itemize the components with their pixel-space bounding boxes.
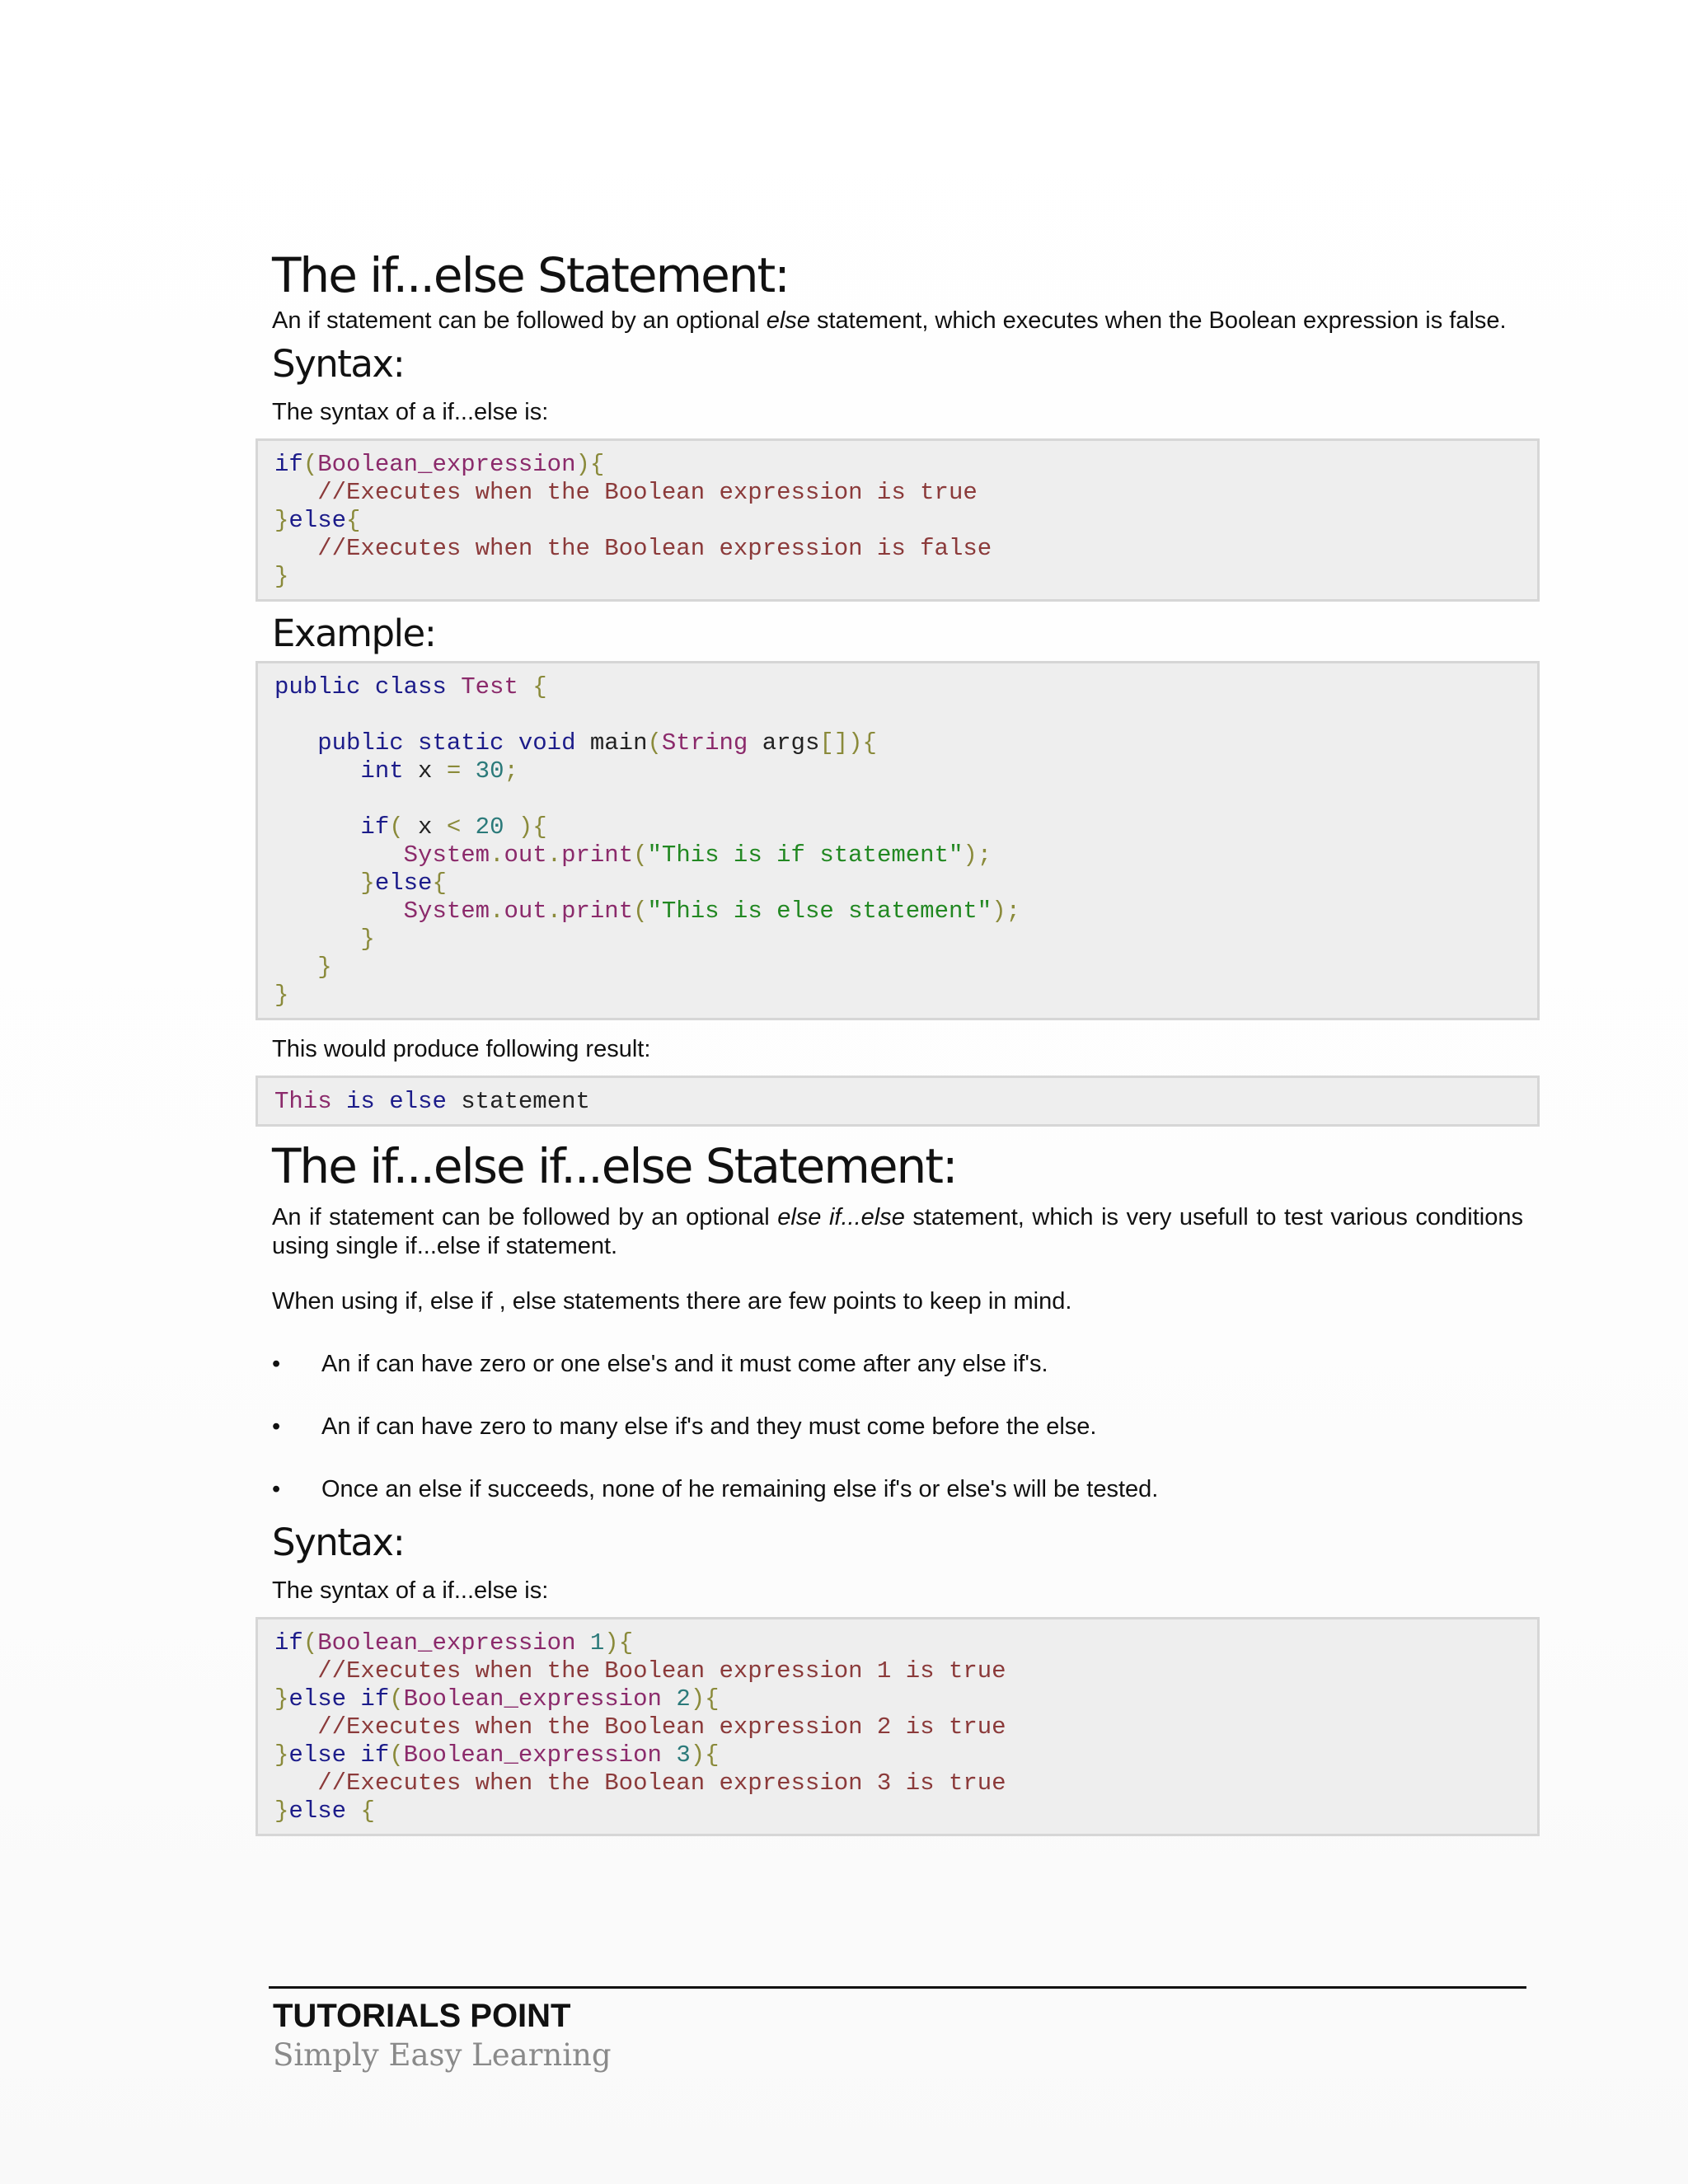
section-title-if-else: The if...else Statement: [272, 247, 789, 303]
code-token: } [360, 869, 375, 897]
code-token: x [403, 757, 447, 785]
list-item [272, 1475, 1523, 1504]
code-token: //Executes when the Boolean expression 2 is true [317, 1713, 1006, 1741]
code-token: else if [288, 1685, 390, 1713]
code-token: ( [633, 897, 648, 925]
intro-text: statement, which executes when the Boolean expression is false. [809, 307, 1507, 334]
code-token: { [360, 1797, 375, 1825]
code-line [274, 563, 1521, 591]
code-token: "This is if statement" [647, 841, 964, 869]
code-token: print [561, 841, 634, 869]
code-token: "This is else statement" [647, 897, 992, 925]
code-token [662, 1685, 676, 1713]
intro-emphasis: else [766, 307, 810, 334]
syntax-intro: The syntax of a if...else is: [272, 1577, 549, 1605]
code-token: else [374, 869, 433, 897]
code-token: ( [633, 841, 648, 869]
list-item-text: An if can have zero or one else's and it must come after any else if's. [321, 1351, 1048, 1378]
code-line [274, 479, 1521, 507]
list-item-text: An if can have zero to many else if's and they must come before the else. [321, 1413, 1097, 1441]
code-line [274, 1657, 1521, 1685]
code-line [274, 898, 1521, 926]
list-item [272, 1413, 1523, 1441]
code-token: Boolean_expression [403, 1685, 662, 1713]
code-line [274, 785, 1521, 813]
code-token: } [317, 953, 332, 981]
code-token: args [748, 729, 820, 757]
code-token: 30 [475, 757, 504, 785]
code-token [274, 926, 360, 953]
code-token: } [274, 1741, 289, 1769]
code-token [274, 813, 360, 841]
code-token: System [403, 897, 490, 925]
code-token [518, 673, 532, 701]
code-token: ( [389, 1741, 404, 1769]
code-token: if [274, 450, 303, 478]
result-output-block [256, 1076, 1540, 1127]
code-token: ( [647, 729, 662, 757]
code-line [274, 1088, 1521, 1116]
code-line [274, 729, 1521, 757]
code-token [274, 479, 317, 506]
code-token [274, 1657, 317, 1685]
syntax-heading: Syntax: [272, 341, 405, 386]
code-token: { [532, 813, 547, 841]
code-token: out [504, 897, 547, 925]
code-token: int [360, 757, 404, 785]
code-line [274, 451, 1521, 479]
code-token: ){ [604, 1629, 634, 1657]
section-intro-if-else-if [272, 1203, 1523, 1261]
code-token: ){ [690, 1685, 720, 1713]
code-token [504, 813, 518, 841]
code-token: } [360, 925, 375, 953]
code-token: x [403, 813, 447, 841]
code-line [274, 1685, 1521, 1713]
code-token: ; [504, 757, 518, 785]
bullet-icon: • [272, 1413, 281, 1441]
code-token: ( [389, 813, 404, 841]
syntax-code-block [256, 438, 1540, 602]
code-token: []){ [819, 729, 877, 757]
code-token: 2 [676, 1685, 691, 1713]
code-token: ) [518, 813, 533, 841]
code-token: //Executes when the Boolean expression 1 is true [317, 1657, 1006, 1685]
code-token: { [346, 506, 361, 534]
code-token [274, 841, 404, 869]
code-token [575, 1629, 589, 1657]
code-token [274, 1769, 317, 1797]
code-token [346, 1797, 360, 1825]
code-token: else [389, 1087, 447, 1115]
code-token [274, 1713, 317, 1741]
code-token: main [589, 729, 648, 757]
code-line [274, 869, 1521, 898]
code-token: . [490, 841, 504, 869]
code-token: = [446, 757, 462, 785]
code-token: statement [446, 1087, 590, 1115]
code-token: print [561, 897, 634, 925]
code-line [274, 813, 1521, 841]
code-token: if [360, 813, 390, 841]
code-token: } [274, 506, 289, 534]
code-token: public class [274, 673, 462, 701]
code-line [274, 535, 1521, 563]
code-line [274, 673, 1521, 701]
intro-text: statement, which is very usefull to test various conditions using single if...else if statement. [272, 1204, 1523, 1260]
code-token: ){ [575, 450, 605, 478]
code-token: if [274, 1629, 303, 1657]
code-token: String [661, 729, 748, 757]
code-line [274, 1797, 1521, 1825]
code-token: } [274, 1685, 289, 1713]
code-token: } [274, 1797, 289, 1825]
points-list [272, 1350, 1523, 1504]
intro-emphasis: else if...else [777, 1204, 905, 1231]
section-title-if-else-if: The if...else if...else Statement: [272, 1137, 957, 1194]
code-line [274, 1769, 1521, 1797]
section-intro-if-else [272, 307, 1523, 335]
code-token: Boolean_expression [317, 1629, 576, 1657]
syntax-intro: The syntax of a if...else is: [272, 398, 549, 425]
code-line [274, 701, 1521, 729]
code-token: Boolean_expression [403, 1741, 662, 1769]
code-token: { [432, 869, 447, 897]
code-token: 20 [475, 813, 504, 841]
code-token: { [532, 673, 547, 701]
code-token: 3 [676, 1741, 691, 1769]
syntax-heading: Syntax: [272, 1521, 405, 1565]
code-token [461, 813, 475, 841]
code-token: //Executes when the Boolean expression is false [317, 534, 992, 562]
code-token [375, 1088, 389, 1115]
code-token: System [403, 841, 490, 869]
code-token: //Executes when the Boolean expression 3 is true [317, 1769, 1006, 1797]
footer-divider [269, 1986, 1526, 1989]
code-line [274, 926, 1521, 954]
code-token: else if [288, 1741, 390, 1769]
code-token [461, 757, 475, 785]
code-token [662, 1741, 676, 1769]
footer-brand: TUTORIALS POINT [273, 1998, 571, 2034]
code-token: . [546, 897, 562, 925]
code-line [274, 841, 1521, 869]
code-token: is [346, 1087, 375, 1115]
code-token [274, 954, 317, 981]
code-token [274, 898, 404, 925]
code-token: . [490, 897, 504, 925]
code-token: Test [461, 673, 518, 701]
bullet-icon: • [272, 1476, 281, 1503]
list-item [272, 1350, 1523, 1379]
code-token: This [274, 1087, 332, 1115]
code-token: out [504, 841, 547, 869]
intro-text: An if statement can be followed by an optional [272, 1204, 778, 1231]
code-line [274, 757, 1521, 785]
points-intro: When using if, else if , else statements there are few points to keep in mind. [272, 1288, 1072, 1315]
bullet-icon: • [272, 1351, 281, 1378]
code-token [274, 869, 360, 897]
code-line [274, 982, 1521, 1010]
code-token [332, 1088, 346, 1115]
code-token: //Executes when the Boolean expression is true [317, 478, 978, 506]
code-token: ); [963, 841, 992, 869]
syntax-code-block [256, 1617, 1540, 1836]
code-token: else [288, 1797, 347, 1825]
code-token: ); [992, 897, 1020, 925]
code-line [274, 954, 1521, 982]
code-line [274, 1629, 1521, 1657]
code-token: . [546, 841, 562, 869]
code-token [274, 729, 317, 757]
page-content [272, 247, 1523, 1836]
example-code-block [256, 661, 1540, 1020]
code-token: 1 [589, 1629, 605, 1657]
code-token: Boolean_expression [317, 450, 576, 478]
code-token: ( [302, 450, 318, 478]
code-token: else [288, 506, 347, 534]
code-token [274, 757, 360, 785]
list-item-text: Once an else if succeeds, none of he remaining else if's or else's will be tested. [321, 1476, 1159, 1503]
result-intro: This would produce following result: [272, 1035, 651, 1062]
footer-tagline: Simply Easy Learning [273, 2037, 612, 2073]
code-token: } [274, 562, 289, 590]
code-token: < [446, 813, 462, 841]
code-line [274, 1741, 1521, 1769]
intro-text: An if statement can be followed by an optional [272, 307, 767, 334]
code-token [274, 535, 317, 562]
code-token: ( [302, 1629, 318, 1657]
code-token: ){ [690, 1741, 720, 1769]
code-token: public static void [317, 729, 590, 757]
code-line [274, 1713, 1521, 1741]
code-line [274, 507, 1521, 535]
code-token: ( [389, 1685, 404, 1713]
example-heading: Example: [272, 611, 436, 655]
code-token: } [274, 981, 289, 1009]
